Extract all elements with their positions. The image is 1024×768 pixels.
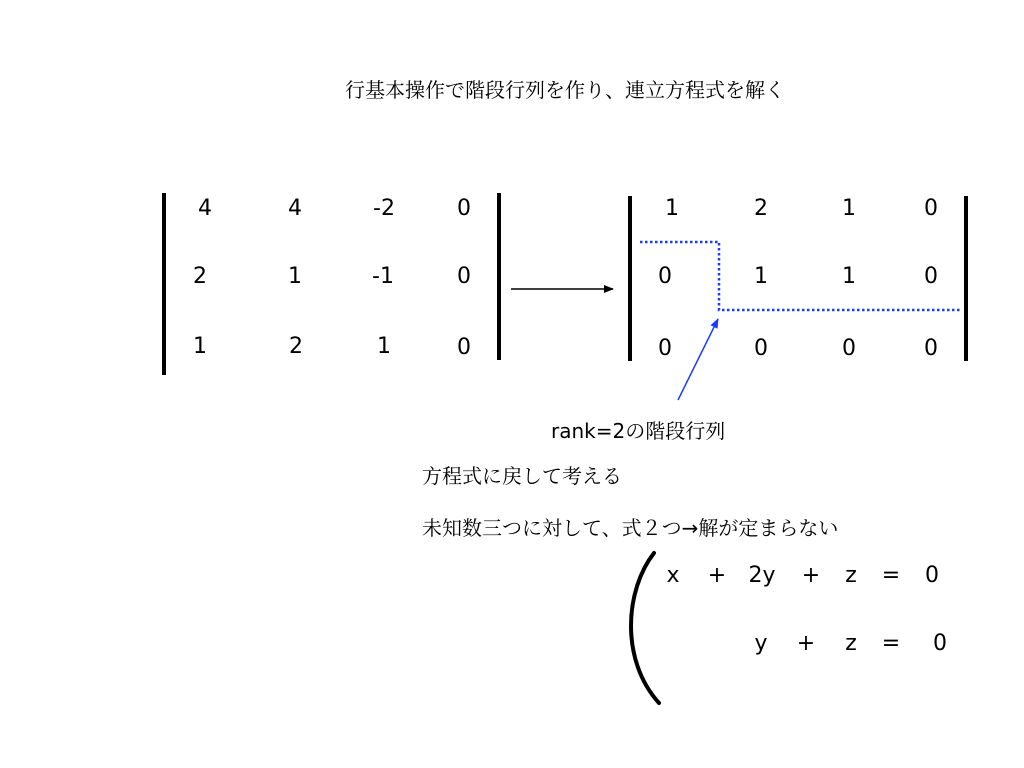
equation-2-plus: +: [796, 631, 816, 656]
left-matrix-cell: 2: [193, 264, 207, 289]
page-title: 行基本操作で階段行列を作り、連立方程式を解く: [345, 78, 785, 102]
left-matrix-cell: 1: [377, 334, 391, 359]
equation-2-z: z: [845, 631, 857, 656]
left-matrix-cell: 4: [198, 196, 212, 221]
equation-2-y: y: [754, 631, 768, 656]
right-matrix-cell: 0: [658, 336, 672, 361]
left-matrix-cell: -2: [373, 196, 395, 221]
left-matrix-cell: -1: [372, 264, 394, 289]
staircase-dotted-line: [640, 242, 962, 310]
equation-1-z: z: [845, 563, 857, 588]
right-matrix-cell: 0: [754, 336, 768, 361]
left-matrix-cell: 0: [457, 264, 471, 289]
right-matrix-cell: 1: [754, 264, 768, 289]
equation-1-plus: +: [707, 563, 727, 588]
rank-label: rank=2の階段行列: [551, 419, 726, 443]
left-matrix-cell: 1: [193, 334, 207, 359]
equation-1-rhs: 0: [925, 563, 939, 588]
right-matrix-cell: 0: [842, 336, 856, 361]
left-matrix-cell: 0: [457, 196, 471, 221]
right-matrix-cell: 0: [924, 336, 938, 361]
left-matrix-cell: 4: [288, 196, 302, 221]
equation-1-equals: =: [881, 563, 901, 588]
left-matrix-cell: 1: [288, 264, 302, 289]
equation-2-rhs: 0: [933, 631, 947, 656]
right-matrix-cell: 1: [842, 196, 856, 221]
equation-1-2y: 2y: [748, 563, 776, 588]
right-matrix-cell: 0: [924, 196, 938, 221]
note-underdetermined: 未知数三つに対して、式２つ→解が定まらない: [422, 516, 839, 540]
equation-2-equals: =: [881, 631, 901, 656]
equation-1-x: x: [666, 563, 680, 588]
equation-1-plus: +: [801, 563, 821, 588]
right-matrix-cell: 0: [658, 264, 672, 289]
rank-pointer-arrow: [678, 319, 718, 400]
right-matrix-cell: 2: [754, 196, 768, 221]
note-return-to-equations: 方程式に戻して考える: [422, 464, 622, 488]
left-matrix-cell: 0: [457, 335, 471, 360]
right-matrix-cell: 0: [924, 264, 938, 289]
right-matrix-cell: 1: [665, 196, 679, 221]
right-matrix-cell: 1: [842, 264, 856, 289]
left-matrix-cell: 2: [289, 334, 303, 359]
